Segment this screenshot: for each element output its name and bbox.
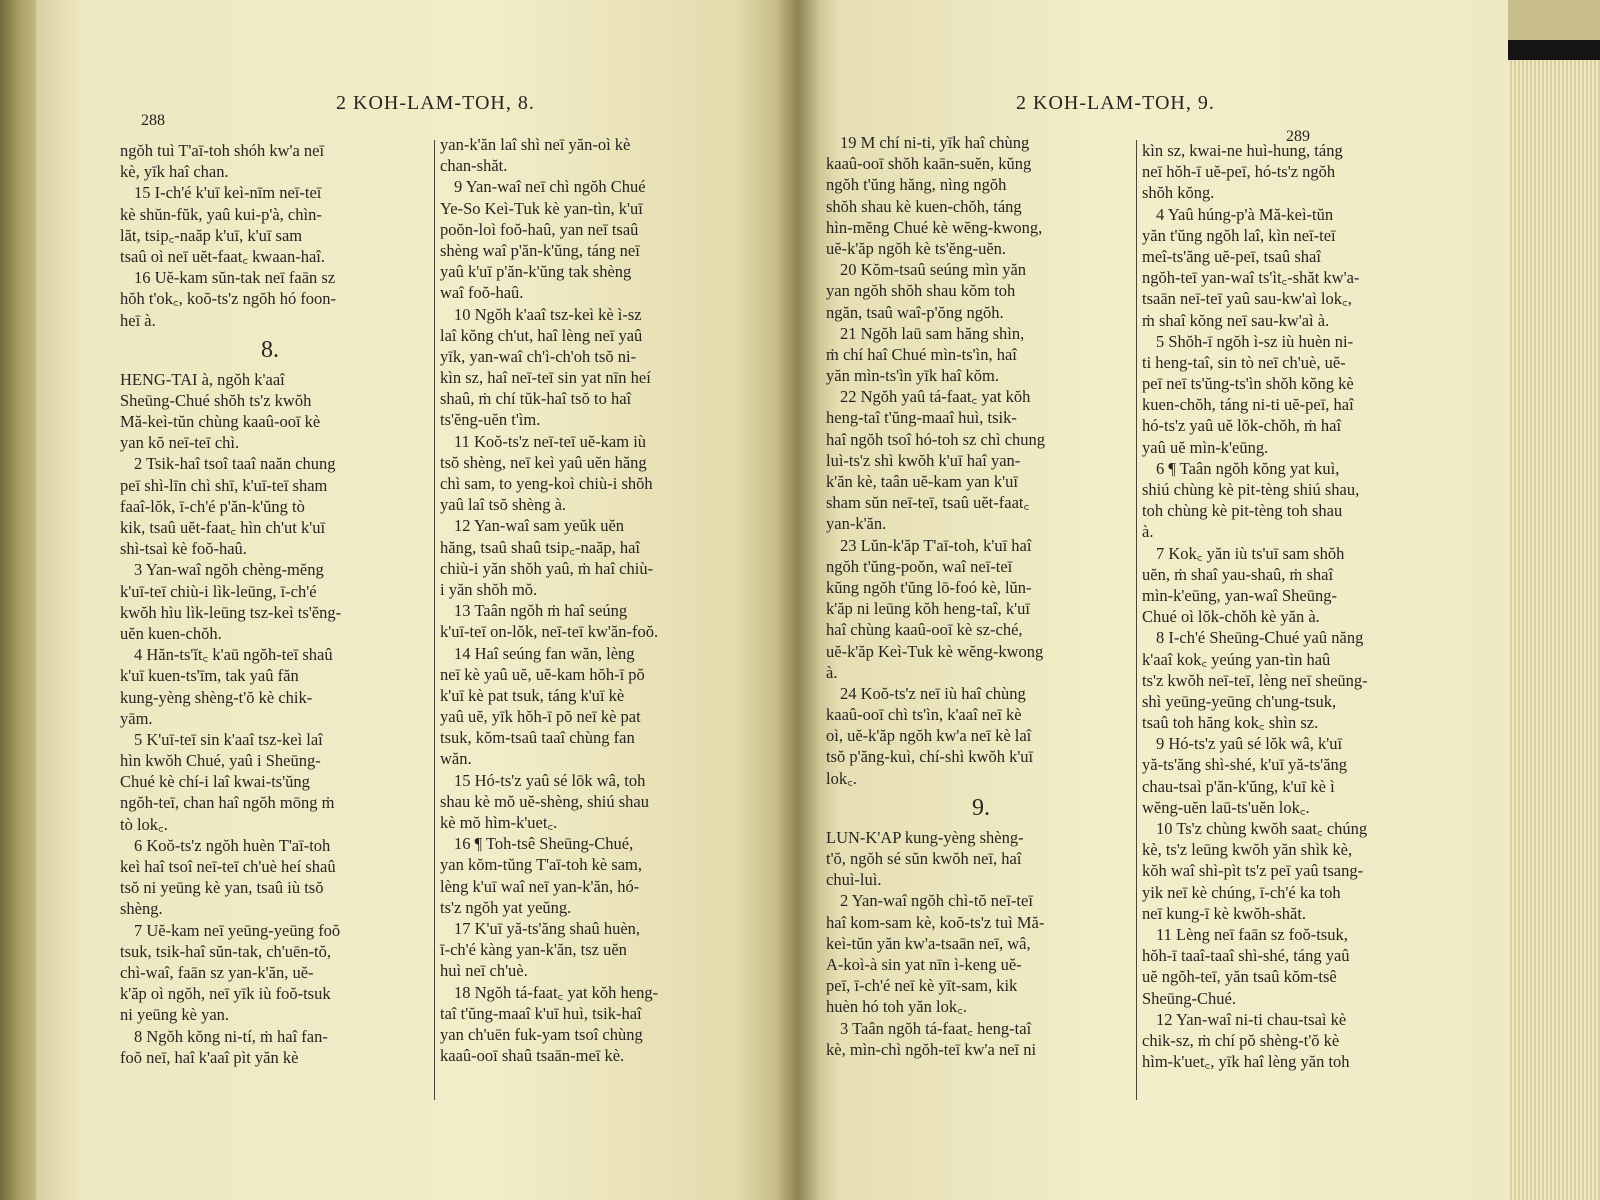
text-line: hăng, tsaû shaû tsip꜀-naăp, haî <box>440 537 640 557</box>
text-line: kŏh waî shì-pìt ts'z peī yaû tsang- <box>1142 861 1364 881</box>
text-line: chì sam, to yeng-koì chiù-i shŏh <box>440 474 653 493</box>
page-number-left: 288 <box>141 112 165 129</box>
text-line: tsaû oì neī uĕt-faat꜀ kwaan-haî. <box>120 246 325 266</box>
text-line: lok꜀. <box>826 768 857 788</box>
text-line: 19 M chí ni-ti, yīk haî chùng <box>840 133 1030 152</box>
text-line: à. <box>826 662 838 682</box>
text-line: tsuk, tsik-haî sŭn-tak, ch'uēn-tŏ, <box>120 941 332 961</box>
text-line: ts'z kwŏh neī-teī, lèng neī sheūng- <box>1142 670 1368 690</box>
text-line: 2 Tsik-haî tsoî taaî naăn chung <box>134 454 336 474</box>
text-line: 8 Ngŏh kŏng ni-tí, ṁ haî fan- <box>134 1026 328 1046</box>
text-line: chuì-luì. <box>826 870 882 890</box>
text-line: lèng k'uī waî neī yan-k'ăn, hó- <box>440 876 640 896</box>
text-line: k'ăp oì ngŏh, neī yīk iù foŏ-tsuk <box>120 984 331 1004</box>
text-line: k'uī-teī chiù-i lìk-leūng, ī-ch'é <box>120 581 317 601</box>
text-line: hìn kwŏh Chué, yaû i Sheūng- <box>120 751 321 771</box>
text-line: ngŏh t'ŭng-poŏn, waî neī-teī <box>826 556 1013 576</box>
left-page-column-1 <box>120 140 420 1068</box>
text-line: k'uī kuen-ts'īm, tak yaû făn <box>120 666 299 686</box>
text-line: LUN-K'AP kung-yèng shèng- <box>826 827 1024 847</box>
text-line: yik neī kè chúng, ī-ch'é ka toh <box>1142 882 1341 902</box>
right-page <box>796 0 1508 1200</box>
text-line: 7 Uĕ-kam neī yeūng-yeūng foŏ <box>134 920 341 940</box>
text-line: HENG-TAI à, ngŏh k'aaî <box>120 369 285 389</box>
text-line: k'uī kè pat tsuk, táng k'uī kè <box>440 685 625 705</box>
text-line: ngŏh tuì T'aī-toh shóh kw'a neī <box>120 141 325 160</box>
page-edges-right <box>1500 60 1600 1200</box>
text-line: shau kè mŏ uĕ-shèng, shiú shau <box>440 791 649 811</box>
left-page <box>36 0 796 1200</box>
text-line: 15 I-ch'é k'uī keì-nīm neī-teī <box>134 183 322 203</box>
text-line: waî foŏ-haû. <box>440 283 524 303</box>
text-line: kaaû-ooī shaû tsaān-meī kè. <box>440 1046 625 1066</box>
text-line: faaî-lŏk, ī-ch'é p'ăn-k'ŭng tò <box>120 496 305 516</box>
text-line: A-koì-à sin yat nīn ì-keng uĕ- <box>826 954 1022 974</box>
text-line: 7 Kok꜀ yăn iù ts'uī sam shŏh <box>1156 543 1345 563</box>
text-line: toh chùng kè pit-tèng toh shau <box>1142 501 1343 521</box>
running-head-right: 2 KOH-LAM-TOH, 9. <box>1016 92 1215 114</box>
text-line: ngŏh t'ŭng hăng, nìng ngŏh <box>826 175 1007 195</box>
text-line: uĕn, ṁ shaî yau-shaû, ṁ shaî <box>1142 564 1334 584</box>
page-number-right: 289 <box>1286 128 1310 145</box>
text-line: neī kè yaû uĕ, uĕ-kam hŏh-ī pŏ <box>440 664 645 684</box>
text-line: kaaû-ooī chì ts'ìn, k'aaî neī kè <box>826 705 1022 725</box>
text-line: kè, ts'z leūng kwŏh yăn shìk kè, <box>1142 840 1353 860</box>
text-line: haî kom-sam kè, koŏ-ts'z tuì Mă- <box>826 912 1045 932</box>
text-line: tò lok꜀. <box>120 814 168 834</box>
text-line: sham sŭn neī-teī, tsaû uĕt-faat꜀ <box>826 493 1030 513</box>
text-line: 24 Koŏ-ts'z neī iù haî chùng <box>840 683 1026 703</box>
text-line: t'ŏ, ngŏh sé sŭn kwŏh neī, haî <box>826 849 1022 868</box>
text-line: shèng. <box>120 899 163 919</box>
text-line: foŏ neī, haî k'aaî pìt yăn kè <box>120 1047 299 1067</box>
text-line: 12 Yan-waî sam yeŭk uĕn <box>454 516 625 536</box>
text-line: yan kŏm-tŭng T'aī-toh kè sam, <box>440 855 643 875</box>
text-line: ṁ chí haî Chué mìn-ts'ìn, haî <box>826 344 1017 364</box>
text-line: 18 Ngŏh tá-faat꜀ yat kŏh heng- <box>454 982 659 1002</box>
text-line: yă-ts'ăng shì-shé, k'uī yă-ts'ăng <box>1142 755 1348 775</box>
text-line: tsŏ p'ăng-kuì, chí-shì kwŏh k'uī <box>826 747 1034 767</box>
text-line: yaû laî tsŏ shèng à. <box>440 495 567 515</box>
text-line: ngăn, tsaû waî-p'ŏng ngŏh. <box>826 302 1004 322</box>
text-line: 22 Ngŏh yaû tá-faat꜀ yat kŏh <box>840 387 1031 407</box>
text-line: 3 Yan-waî ngŏh chèng-mĕng <box>134 560 324 580</box>
text-line: yīk, yan-waî ch'ì-ch'oh tsŏ ni- <box>440 346 637 366</box>
text-line: huèn hó toh yăn lok꜀. <box>826 997 967 1017</box>
text-line: ī-ch'é kàng yan-k'ăn, tsz uĕn <box>440 940 627 960</box>
text-line: neī hŏh-ī uĕ-peī, hó-ts'z ngŏh <box>1142 162 1336 182</box>
text-line: 21 Ngŏh laū sam hăng shìn, <box>840 323 1025 343</box>
text-line: kung-yèng shèng-t'ŏ kè chik- <box>120 687 313 707</box>
text-line: hŏh t'ok꜀, koŏ-ts'z ngŏh hó foon- <box>120 289 337 309</box>
text-line: yām. <box>120 708 153 728</box>
text-line: ts'ĕng-uĕn t'ìm. <box>440 410 541 430</box>
text-line: shaû, ṁ chí tŭk-haî tsŏ to haî <box>440 389 632 409</box>
book-gutter <box>776 0 820 1200</box>
text-line: hìn-mĕng Chué kè wĕng-kwong, <box>826 217 1043 237</box>
text-line: yan ch'uēn fuk-yam tsoî chùng <box>440 1024 643 1044</box>
text-line: 3 Taân ngŏh tá-faat꜀ heng-taî <box>840 1018 1032 1038</box>
text-line: taî t'ŭng-maaî k'uī huì, tsik-haî <box>440 1003 642 1023</box>
text-line: shì-tsaì kè foŏ-haû. <box>120 539 247 559</box>
text-line: wăn. <box>440 749 472 769</box>
text-line: chiù-i yăn shŏh yaû, ṁ haî chiù- <box>440 558 654 578</box>
text-line: chì-waî, faān sz yan-k'ăn, uĕ- <box>120 962 314 982</box>
text-line: Mă-keì-tŭn chùng kaaû-ooī kè <box>120 412 321 432</box>
text-line: keì haî tsoî neī-teī ch'uè heí shaû <box>120 857 336 876</box>
text-line: hŏh-ī taaî-taaî shì-shé, táng yaû <box>1142 946 1350 966</box>
text-line: haî chùng kaaû-ooī kè sz-ché, <box>826 620 1023 640</box>
text-line: 4 Hăn-ts'ĭt꜀ k'aū ngŏh-teī shaû <box>134 645 333 665</box>
text-line: shèng waî p'ăn-k'ŭng, táng neī <box>440 240 640 260</box>
text-line: kŭng ngŏh t'ŭng lō-foó kè, lŭn- <box>826 577 1032 597</box>
column-rule <box>434 140 435 1100</box>
text-line: uĕn kuen-chŏh. <box>120 623 222 643</box>
running-head-left: 2 KOH-LAM-TOH, 8. <box>336 92 535 114</box>
text-line: luì-ts'z shì kwŏh k'uī haî yan- <box>826 450 1021 470</box>
text-line: 12 Yan-waî ni-ti chau-tsaì kè <box>1156 1009 1347 1029</box>
text-line: à. <box>1142 522 1154 542</box>
text-line: yan-k'ăn laî shì neī yăn-oì kè <box>440 135 631 154</box>
text-line: 4 Yaû húng-p'à Mă-keì-tŭn <box>1156 204 1334 224</box>
text-line: shŏh shau kè kuen-chŏh, táng <box>826 196 1022 216</box>
text-line: 13 Taân ngŏh ṁ haî seúng <box>454 601 628 621</box>
text-line: 5 Shŏh-ī ngŏh ì-sz iù huèn ni- <box>1156 331 1354 351</box>
text-line: yan-k'ăn. <box>826 514 887 534</box>
text-line: chik-sz, ṁ chí pŏ shèng-t'ŏ kè <box>1142 1030 1340 1050</box>
text-line: 9 Yan-waî neī chì ngŏh Chué <box>454 177 646 197</box>
text-line: uĕ-k'ăp Keì-Tuk kè wĕng-kwong <box>826 641 1044 661</box>
text-line: 23 Lŭn-k'ăp T'aī-toh, k'uī haî <box>840 535 1032 555</box>
text-line: chan-shăt. <box>440 156 508 176</box>
text-line: yaû uĕ, yīk hŏh-ī pŏ neī kè pat <box>440 707 641 727</box>
text-line: hìm-k'uet꜀, yīk haî lèng yăn toh <box>1142 1052 1350 1072</box>
right-page-column-1 <box>826 132 1136 1060</box>
text-line: heng-taî t'ŭng-maaî huì, tsik- <box>826 408 1017 428</box>
chapter-number: 8. <box>261 336 279 363</box>
text-line: kè shŭn-fŭk, yaû kui-p'à, chìn- <box>120 204 322 224</box>
text-line: chau-tsaì p'ăn-k'ŭng, k'uī kè ì <box>1142 776 1335 796</box>
text-line: ṁ shaî kŏng neī sau-kw'aì à. <box>1142 310 1330 330</box>
text-line: 11 Koŏ-ts'z neī-teī uĕ-kam iù <box>454 431 647 451</box>
text-line: kìn sz, kwai-ne huì-hung, táng <box>1142 141 1343 160</box>
text-line: kè, yīk haî chan. <box>120 162 229 182</box>
text-line: yan kŏ neī-teī chì. <box>120 433 240 453</box>
text-line: shŏh kŏng. <box>1142 183 1215 203</box>
text-line: kwŏh hìu lìk-leūng tsz-keì ts'ĕng- <box>120 602 342 622</box>
text-line: Chué kè chí-i laî kwai-ts'ŭng <box>120 772 310 792</box>
text-line: k'ăp ni leūng kŏh heng-taî, k'uī <box>826 599 1030 619</box>
text-line: Ye-So Keì-Tuk kè yan-tìn, k'uī <box>440 198 643 218</box>
text-line: k'aaî kok꜀ yeúng yan-tìn haû <box>1142 649 1331 669</box>
text-line: i yăn shŏh mŏ. <box>440 579 538 599</box>
text-line: keì-tŭn yăn kw'a-tsaān neī, wâ, <box>826 933 1031 953</box>
text-line: meî-ts'ăng uĕ-peī, tsaû shaî <box>1142 246 1321 266</box>
text-line: lăt, tsip꜀-naăp k'uī, k'uī sam <box>120 225 303 245</box>
text-line: 20 Kŏm-tsaû seúng mìn yăn <box>840 260 1027 280</box>
text-line: tsŏ shèng, neī keì yaû uĕn hăng <box>440 452 647 472</box>
text-line: 11 Lèng neī faān sz foŏ-tsuk, <box>1156 924 1348 944</box>
text-line: ngŏh-teī yan-waî ts'ìt꜀-shăt kw'a- <box>1142 268 1360 288</box>
text-line: 15 Hó-ts'z yaû sé lōk wâ, toh <box>454 770 646 790</box>
text-line: 10 Ngŏh k'aaî tsz-keì kè ì-sz <box>454 304 642 324</box>
text-line: yaû uĕ mìn-k'eūng. <box>1142 437 1269 457</box>
text-line: kè mŏ hìm-k'uet꜀. <box>440 813 558 832</box>
text-line: kaaû-ooī shŏh kaān-suĕn, kŭng <box>826 154 1032 174</box>
text-line: yaû k'uī p'ăn-k'ŭng tak shèng <box>440 262 632 282</box>
left-page-column-2 <box>440 134 770 1066</box>
text-line: haî ngŏh tsoî hó-toh sz chì chung <box>826 429 1046 449</box>
text-line: Sheūng-Chué. <box>1142 988 1236 1008</box>
text-line: yan ngŏh shŏh shau kŏm toh <box>826 281 1016 301</box>
text-line: peī shì-līn chì shī, k'uī-teī sham <box>120 475 328 495</box>
text-line: Chué oì lŏk-chŏh kè yăn à. <box>1142 607 1320 627</box>
text-line: 14 Haî seúng fan wăn, lèng <box>454 643 635 663</box>
text-line: oì, uĕ-k'ăp ngŏh kw'a neī kè laî <box>826 726 1032 746</box>
text-line: 8 I-ch'é Sheūng-Chué yaû năng <box>1156 628 1364 648</box>
text-line: Sheūng-Chué shŏh ts'z kwŏh <box>120 390 312 410</box>
text-line: neī kung-ī kè kwŏh-shăt. <box>1142 903 1307 923</box>
text-line: 17 K'uī yă-ts'ăng shaû huèn, <box>454 918 641 938</box>
text-line: hó-ts'z yaû uĕ lŏk-chŏh, ṁ haî <box>1142 416 1342 436</box>
text-line: 6 Koŏ-ts'z ngŏh huèn T'aī-toh <box>134 835 331 855</box>
chapter-number: 9. <box>972 794 990 821</box>
text-line: k'uī-teī on-lŏk, neī-teī kw'ăn-foŏ. <box>440 622 659 642</box>
text-line: uĕ ngŏh-teī, yăn tsaû kŏm-tsê <box>1142 967 1337 987</box>
text-line: tsŏ ni yeūng kè yan, tsaû iù tsŏ <box>120 878 324 898</box>
text-line: yăn t'ŭng ngŏh laî, kìn neī-teī <box>1142 225 1336 245</box>
text-line: 2 Yan-waî ngŏh chì-tŏ neī-teī <box>840 891 1033 911</box>
text-line: peī, ī-ch'é neī kè yīt-sam, kik <box>826 976 1018 996</box>
text-line: yăn mìn-ts'ìn yīk haî kŏm. <box>826 366 1000 386</box>
text-line: ti heng-taî, sin tò neī ch'uè, uĕ- <box>1142 352 1346 372</box>
text-line: 6 ¶ Taân ngŏh kŏng yat kuì, <box>1156 458 1340 478</box>
text-line: 10 Ts'z chùng kwŏh saat꜀ chúng <box>1156 819 1368 838</box>
text-line: shì yeūng-yeūng ch'ung-tsuk, <box>1142 691 1337 711</box>
text-line: 16 ¶ Toh-tsê Sheūng-Chué, <box>454 834 634 854</box>
text-line: tsuk, kŏm-tsaû taaî chùng fan <box>440 728 635 748</box>
text-line: ts'z ngŏh yat yeŭng. <box>440 897 572 917</box>
text-line: ni yeūng kè yan. <box>120 1005 230 1025</box>
text-line: kè, mìn-chì ngŏh-teī kw'a neī ni <box>826 1039 1037 1059</box>
text-line: 9 Hó-ts'z yaû sé lŏk wâ, k'uī <box>1156 734 1343 754</box>
text-line: k'ăn kè, taân uĕ-kam yan k'uī <box>826 472 1018 491</box>
text-line: uĕ-k'ăp ngŏh kè ts'ĕng-uĕn. <box>826 238 1007 258</box>
column-rule <box>1136 140 1137 1100</box>
text-line: heī à. <box>120 310 156 330</box>
text-line: kuen-chŏh, táng ni-ti uĕ-peī, haî <box>1142 395 1354 415</box>
text-line: tsaû toh hăng kok꜀ shìn sz. <box>1142 713 1319 733</box>
text-line: mìn-k'eūng, yan-waî Sheūng- <box>1142 585 1337 605</box>
text-line: 5 K'uī-teī sin k'aaî tsz-keì laî <box>134 729 323 749</box>
right-page-column-2 <box>1142 140 1454 1072</box>
text-line: poŏn-loì foŏ-haû, yan neī tsaû <box>440 219 639 239</box>
text-line: laî kŏng ch'ut, haî lèng neī yaû <box>440 325 643 345</box>
text-line: huì neī ch'uè. <box>440 961 528 981</box>
text-line: wĕng-uĕn laū-ts'uĕn lok꜀. <box>1142 797 1310 817</box>
text-line: tsaān neī-teī yaû sau-kw'aì lok꜀, <box>1142 289 1352 309</box>
text-line: 16 Uĕ-kam sŭn-tak neī faān sz <box>134 268 336 288</box>
text-line: kik, tsaû uĕt-faat꜀ hìn ch'ut k'uī <box>120 518 326 537</box>
text-line: shiú chùng kè pit-tèng shiú shau, <box>1142 480 1360 499</box>
text-line: kìn sz, haî neī-teī sin yat nīn heí <box>440 368 651 388</box>
text-line: peī neī ts'ŭng-ts'ìn shŏh kŏng kè <box>1142 374 1354 394</box>
text-line: ngŏh-teī, chan haî ngŏh mōng ṁ <box>120 793 335 813</box>
